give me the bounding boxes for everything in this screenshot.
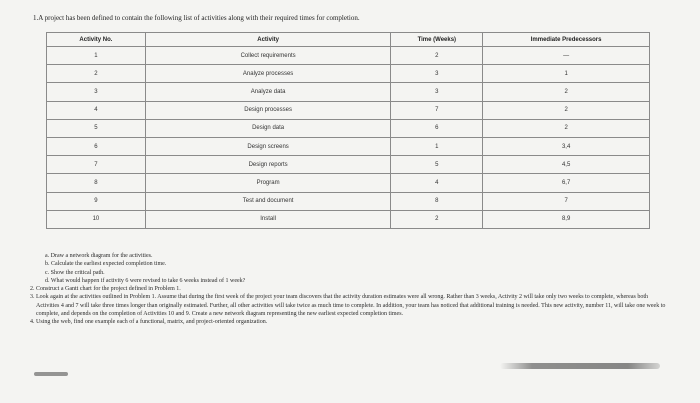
problem-4: 4. Using the web, find one example each of a functional, matrix, and project-oriented organization.: [30, 319, 268, 326]
header-activity-no: Activity No.: [47, 33, 146, 47]
cell-time: 3: [391, 83, 483, 101]
table-row: [47, 156, 650, 174]
cell-activity-no: 10: [47, 210, 146, 228]
cell-activity: Test and document: [145, 192, 391, 210]
table-row: [47, 192, 650, 210]
cell-time: 7: [391, 101, 483, 119]
cell-time: 1: [391, 137, 483, 155]
problem-1-title: 1.A project has been defined to contain the following list of activities along with their required times for completion.: [33, 14, 360, 22]
cell-predecessors: 1: [483, 65, 650, 83]
table-row: [47, 174, 650, 192]
header-activity: Activity: [145, 33, 391, 47]
cell-activity: Design data: [145, 119, 391, 137]
question-d: d. What would happen if activity 6 were revised to take 6 weeks instead of 1 week?: [45, 277, 246, 284]
question-b: b. Calculate the earliest expected completion time.: [45, 261, 167, 268]
cell-time: 6: [391, 119, 483, 137]
cell-time: 3: [391, 65, 483, 83]
cell-activity-no: 4: [47, 101, 146, 119]
cell-activity: Analyze processes: [145, 65, 391, 83]
header-time: Time (Weeks): [391, 33, 483, 47]
table-row: [47, 101, 650, 119]
problem-3: 3. Look again at the activities outlined in Problem 1. Assume that during the first week of the project your team discovers that the activity duration estimates were all wrong. Rather than 3 weeks, Activity 2 will take only two weeks to complete, whereas both Activities 4 and 7 will take three times longer than originally estimated. Further, all other activities will take twice as much time to complete. In addition, your team has noticed that additional training is needed. This new activity, number 11, will take one week to complete, and depends on the completion of Activities 10 and 9. Create a new network diagram representing the new earliest expected completion times.: [30, 294, 666, 318]
problem-2: 2. Construct a Gantt chart for the project defined in Problem 1.: [30, 286, 181, 293]
cell-predecessors: 6,7: [483, 174, 650, 192]
cell-time: 2: [391, 47, 483, 65]
table-row: [47, 210, 650, 228]
cell-time: 8: [391, 192, 483, 210]
table-row: [47, 137, 650, 155]
cell-activity: Design processes: [145, 101, 391, 119]
table-row: [47, 119, 650, 137]
cell-predecessors: 3,4: [483, 137, 650, 155]
cell-activity: Install: [145, 210, 391, 228]
cell-activity-no: 6: [47, 137, 146, 155]
cell-activity-no: 9: [47, 192, 146, 210]
blurred-overlay-2: [34, 372, 68, 376]
cell-activity: Design screens: [145, 137, 391, 155]
cell-activity: Analyze data: [145, 83, 391, 101]
cell-predecessors: —: [483, 47, 650, 65]
question-a: a. Draw a network diagram for the activities.: [45, 253, 153, 259]
cell-time: 2: [391, 210, 483, 228]
blurred-overlay: [500, 363, 660, 369]
cell-predecessors: 7: [483, 192, 650, 210]
cell-predecessors: 2: [483, 101, 650, 119]
cell-predecessors: 4,5: [483, 156, 650, 174]
activities-table: [46, 32, 650, 229]
cell-activity-no: 7: [47, 156, 146, 174]
header-predecessors: Immediate Predecessors: [483, 33, 650, 47]
cell-predecessors: 2: [483, 119, 650, 137]
table-header-row: [47, 33, 650, 47]
cell-activity-no: 5: [47, 119, 146, 137]
question-c: c. Show the critical path.: [45, 269, 105, 276]
cell-activity: Design reports: [145, 156, 391, 174]
cell-activity-no: 8: [47, 174, 146, 192]
cell-time: 4: [391, 174, 483, 192]
cell-activity-no: 1: [47, 47, 146, 65]
cell-predecessors: 2: [483, 83, 650, 101]
cell-activity-no: 3: [47, 83, 146, 101]
question-list: [30, 252, 670, 327]
cell-activity-no: 2: [47, 65, 146, 83]
cell-time: 5: [391, 156, 483, 174]
cell-activity: Program: [145, 174, 391, 192]
cell-activity: Collect requirements: [145, 47, 391, 65]
table-row: [47, 83, 650, 101]
cell-predecessors: 8,9: [483, 210, 650, 228]
table-row: [47, 65, 650, 83]
table-row: [47, 47, 650, 65]
